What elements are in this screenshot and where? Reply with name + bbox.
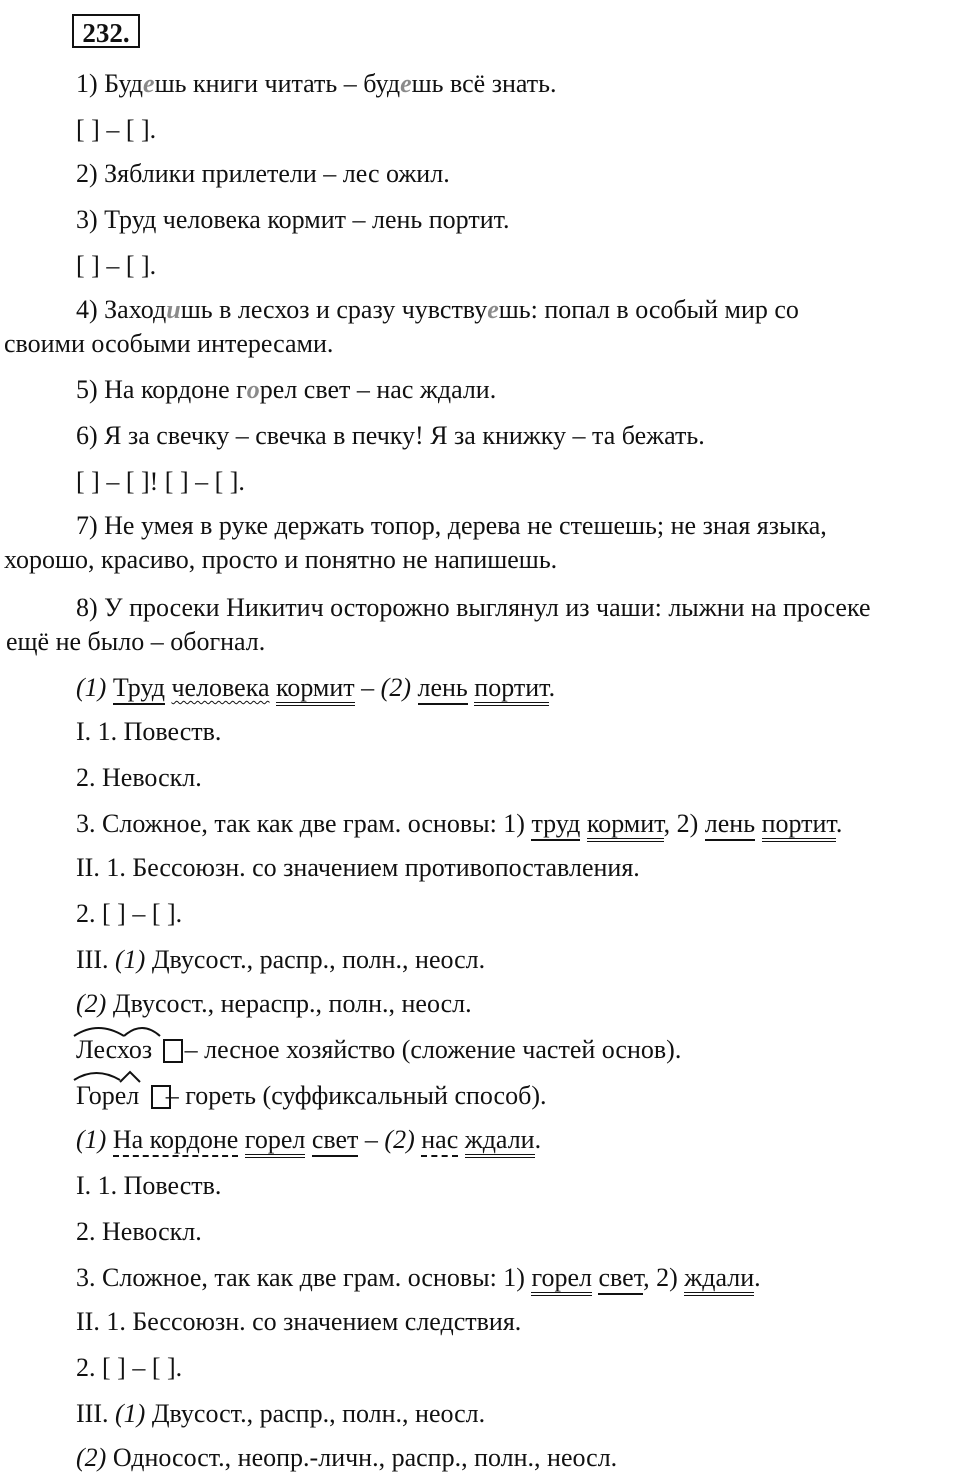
sentence-6: 6) Я за свечку – свечка в печку! Я за книжку – та бежать. — [76, 421, 705, 450]
sentence-3: 3) Труд человека кормит – лень портит. — [76, 205, 510, 234]
morpheme-lesxoz: Лесхоз – лесное хозяйство (сложение частей основ). — [76, 1034, 681, 1066]
sentence-2: 2) Зяблики прилетели – лес ожил. — [76, 159, 450, 188]
analysis-1-part-1: III. (1) Двусост., распр., полн., неосл. — [76, 945, 486, 974]
scheme-6: [ ] – [ ]! [ ] – [ ]. — [76, 467, 245, 496]
analysis-2-scheme: 2. [ ] – [ ]. — [76, 1353, 183, 1382]
sentence-7: 7) Не умея в руке держать топор, дерева не стешешь; не зная языка, — [76, 511, 827, 540]
sentence-1: 1) Будешь книги читать – будешь всё знать. — [76, 69, 557, 98]
analysis-2-intonation: 2. Невоскл. — [76, 1217, 202, 1246]
morpheme-marks-icon — [72, 1022, 190, 1066]
sentence-4: 4) Заходишь в лесхоз и сразу чувствуешь: попал в особый мир со — [76, 295, 799, 324]
suffix-word-scheme: Горел — [76, 1080, 139, 1112]
scheme-1: [ ] – [ ]. — [76, 115, 157, 144]
analysis-1-part-2: (2) Двусост., нераспр., полн., неосл. — [76, 989, 472, 1018]
sentence-4-cont: своими особыми интересами. — [4, 329, 334, 358]
morpheme-marks-icon — [72, 1068, 178, 1112]
analysis-1-intonation: 2. Невоскл. — [76, 763, 202, 792]
analysis-1-purpose: I. 1. Повеств. — [76, 717, 222, 746]
analysis-2-part-2: (2) Односост., неопр.-личн., распр., полн., неосл. — [76, 1443, 618, 1472]
analysis-2-type: II. 1. Бессоюзн. со значением следствия. — [76, 1307, 522, 1336]
analysis-2-bases: 3. Сложное, так как две грам. основы: 1) горел свет, 2) ждали. — [76, 1262, 761, 1294]
morpheme-gorel: Горел – гореть (суффиксальный способ). — [76, 1080, 546, 1112]
analysis-1-bases: 3. Сложное, так как две грам. основы: 1) труд кормит, 2) лень портит. — [76, 808, 842, 840]
parsed-sentence-2: (1) На кордоне горел свет – (2) нас ждали. — [76, 1124, 541, 1156]
sentence-7-cont: хорошо, красиво, просто и понятно не напишешь. — [4, 545, 558, 574]
sentence-8-cont: ещё не было – обогнал. — [6, 627, 266, 656]
analysis-1-scheme: 2. [ ] – [ ]. — [76, 899, 183, 928]
exercise-number: 232. — [72, 14, 140, 48]
compound-word-scheme: Лесхоз — [76, 1034, 152, 1066]
parsed-sentence-1: (1) Труд человека кормит – (2) лень портит. — [76, 672, 555, 704]
analysis-2-purpose: I. 1. Повеств. — [76, 1171, 222, 1200]
scheme-3: [ ] – [ ]. — [76, 251, 157, 280]
analysis-1-type: II. 1. Бессоюзн. со значением противопоставления. — [76, 853, 640, 882]
sentence-8: 8) У просеки Никитич осторожно выглянул из чаши: лыжни на просеке — [76, 593, 871, 622]
sentence-5: 5) На кордоне горел свет – нас ждали. — [76, 375, 497, 404]
analysis-2-part-1: III. (1) Двусост., распр., полн., неосл. — [76, 1399, 486, 1428]
